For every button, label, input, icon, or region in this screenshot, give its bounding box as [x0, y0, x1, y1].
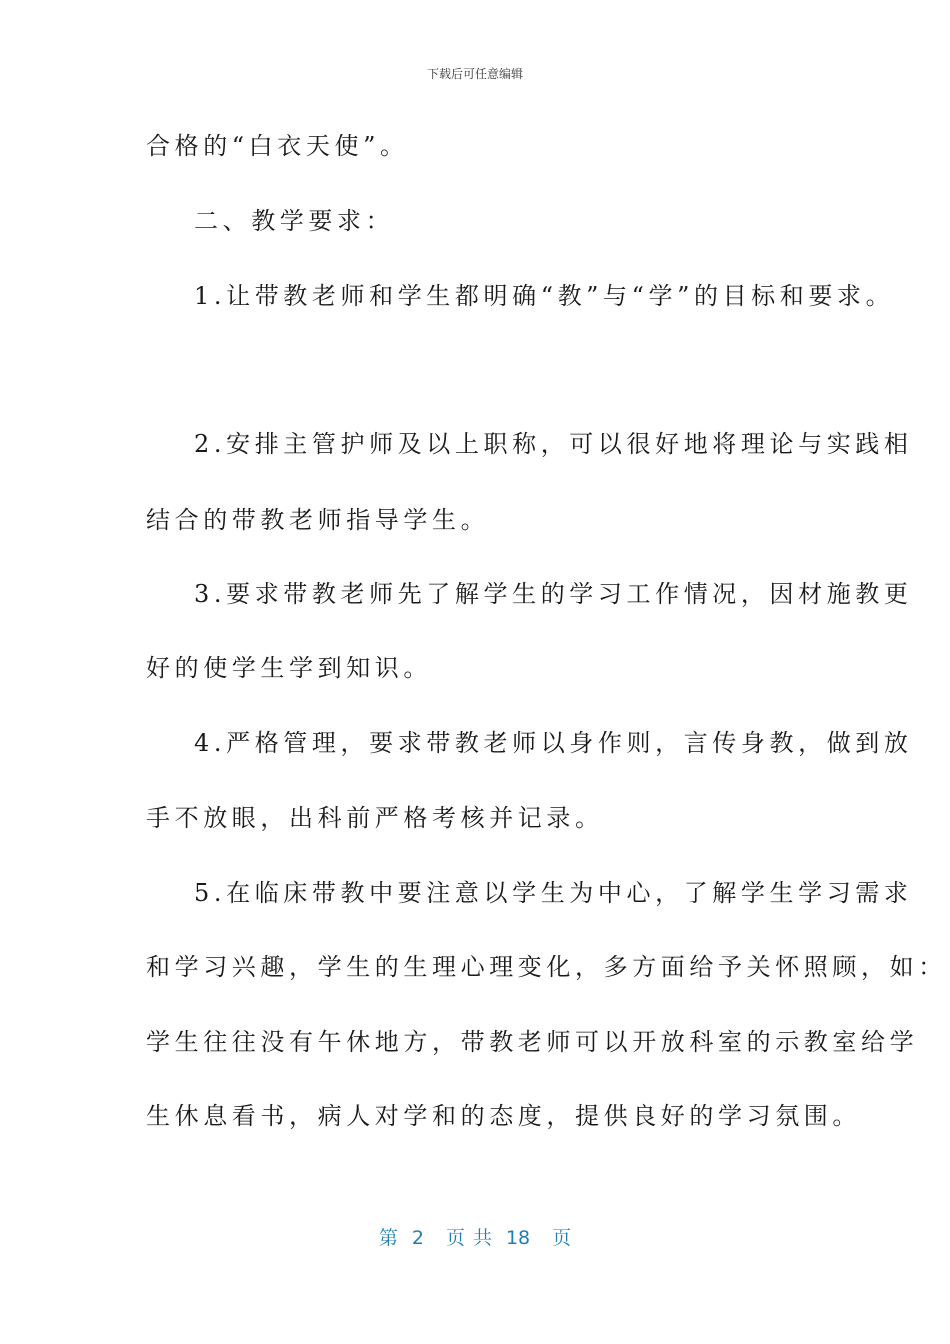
text-line-item-2-cont: 结合的带教老师指导学生。	[146, 506, 490, 534]
page-footer	[0, 1226, 950, 1250]
footer-suffix: 页	[552, 1227, 572, 1249]
page-header-note: 下载后可任意编辑	[426, 67, 523, 81]
text-line-1: 合格的“白衣天使”。	[146, 132, 409, 160]
text-line-item-5-cont-3: 生休息看书，病人对学和的态度，提供良好的学习氛围。	[146, 1102, 861, 1130]
section-heading: 二、教学要求：	[194, 207, 395, 235]
footer-page-word: 页	[445, 1227, 465, 1249]
footer-prefix: 第	[378, 1227, 398, 1249]
text-line-item-5-cont-2: 学生往往没有午休地方，带教老师可以开放科室的示教室给学	[146, 1028, 919, 1056]
text-line-item-3-cont: 好的使学生学到知识。	[146, 654, 432, 682]
text-line-item-4: 4.严格管理，要求带教老师以身作则，言传身教，做到放	[194, 729, 913, 757]
text-line-item-2: 2.安排主管护师及以上职称，可以很好地将理论与实践相	[194, 430, 913, 458]
text-line-item-4-cont: 手不放眼，出科前严格考核并记录。	[146, 804, 604, 832]
text-line-item-5: 5.在临床带教中要注意以学生为中心，了解学生学习需求	[194, 879, 913, 907]
footer-total-pages: 18	[505, 1227, 531, 1249]
text-line-item-5-cont-1: 和学习兴趣，学生的生理心理变化，多方面给予关怀照顾，如：	[146, 953, 947, 981]
text-line-item-1: 1.让带教老师和学生都明确“教”与“学”的目标和要求。	[194, 282, 895, 310]
text-line-item-3: 3.要求带教老师先了解学生的学习工作情况，因材施教更	[194, 580, 913, 608]
footer-total-label: 共	[472, 1227, 492, 1249]
footer-current-page: 2	[411, 1227, 424, 1249]
